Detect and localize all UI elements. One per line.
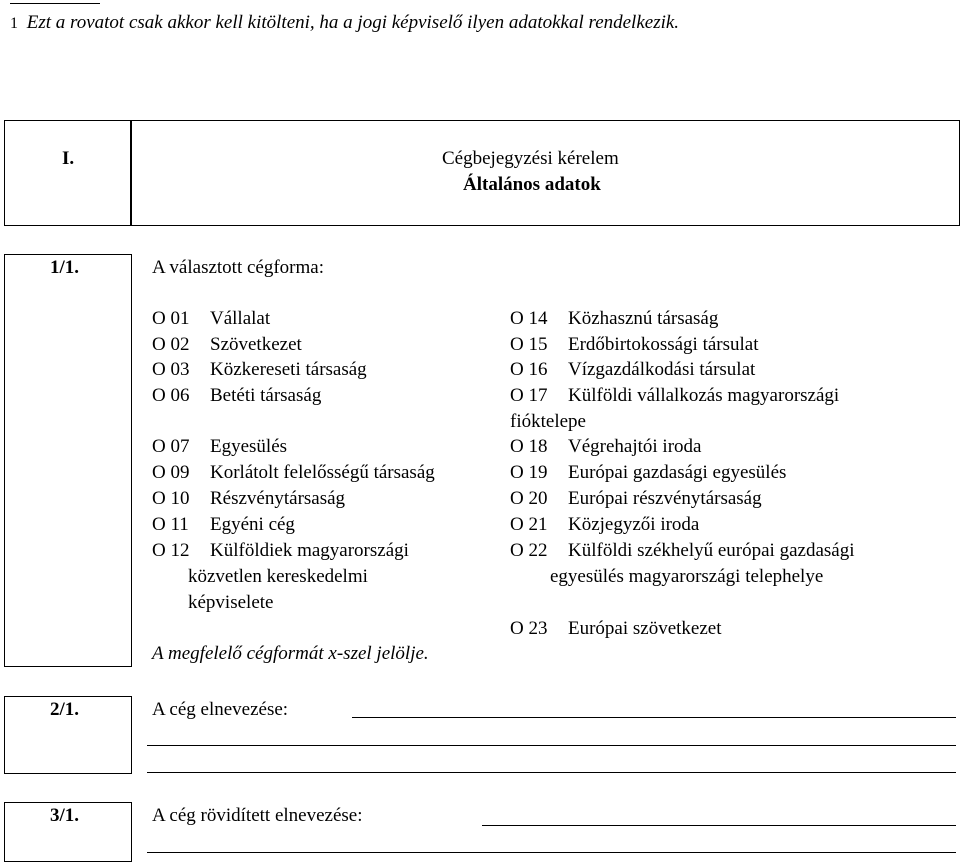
- option-17-continuation: fióktelepe: [510, 411, 586, 432]
- option-09[interactable]: O 09 Korlátolt felelősségű társaság: [152, 462, 435, 483]
- option-22[interactable]: O 22 Külföldi székhelyű európai gazdasági: [510, 540, 855, 561]
- option-14[interactable]: O 14 Közhasznú társaság: [510, 308, 719, 329]
- option-12[interactable]: O 12 Külföldiek magyarországi: [152, 540, 409, 561]
- company-name-line-1[interactable]: [352, 717, 956, 718]
- footnote-text: Ezt a rovatot csak akkor kell kitölteni, ha a jogi képviselő ilyen adatokkal rendelkezik.: [26, 12, 680, 33]
- company-name-line-3[interactable]: [147, 772, 956, 773]
- option-12-continuation-2: képviselete: [188, 592, 274, 613]
- footnote: [10, 12, 679, 34]
- footnote-marker: 1: [10, 15, 18, 32]
- section-3-1-number: 3/1.: [50, 805, 80, 826]
- option-06[interactable]: O 06 Betéti társaság: [152, 385, 322, 406]
- option-01[interactable]: O 01 Vállalat: [152, 308, 271, 329]
- option-10[interactable]: O 10 Részvénytársaság: [152, 488, 346, 509]
- option-17[interactable]: O 17 Külföldi vállalkozás magyarországi: [510, 385, 840, 406]
- section-i-number: I.: [62, 148, 75, 169]
- option-19[interactable]: O 19 Európai gazdasági egyesülés: [510, 462, 787, 483]
- section-i-number-box: [4, 120, 132, 226]
- section-3-1-label: A cég rövidített elnevezése:: [152, 805, 363, 826]
- short-name-line-2[interactable]: [147, 852, 956, 853]
- section-2-1-number: 2/1.: [50, 699, 80, 720]
- section-i-title-box: [130, 120, 960, 226]
- section-1-1-label: A választott cégforma:: [152, 257, 324, 278]
- short-name-line-1[interactable]: [482, 825, 956, 826]
- section-1-1-instruction: A megfelelő cégformát x-szel jelölje.: [152, 643, 429, 664]
- option-16[interactable]: O 16 Vízgazdálkodási társulat: [510, 359, 756, 380]
- option-22-continuation: egyesülés magyarországi telephelye: [550, 566, 824, 587]
- section-1-1-number-box: [4, 254, 132, 667]
- option-03[interactable]: O 03 Közkereseti társaság: [152, 359, 367, 380]
- option-12-continuation-1: közvetlen kereskedelmi: [188, 566, 368, 587]
- option-20[interactable]: O 20 Európai részvénytársaság: [510, 488, 762, 509]
- option-23[interactable]: O 23 Európai szövetkezet: [510, 618, 722, 639]
- section-1-1-number: 1/1.: [50, 257, 80, 278]
- option-07[interactable]: O 07 Egyesülés: [152, 436, 288, 457]
- option-02[interactable]: O 02 Szövetkezet: [152, 334, 302, 355]
- section-2-1-label: A cég elnevezése:: [152, 699, 289, 720]
- footnote-separator: [10, 3, 100, 4]
- option-11[interactable]: O 11 Egyéni cég: [152, 514, 295, 535]
- section-i-subtitle: Általános adatok: [463, 174, 601, 195]
- option-21[interactable]: O 21 Közjegyzői iroda: [510, 514, 700, 535]
- company-name-line-2[interactable]: [147, 745, 956, 746]
- option-18[interactable]: O 18 Végrehajtói iroda: [510, 436, 702, 457]
- section-i-title: Cégbejegyzési kérelem: [442, 148, 619, 169]
- option-15[interactable]: O 15 Erdőbirtokossági társulat: [510, 334, 759, 355]
